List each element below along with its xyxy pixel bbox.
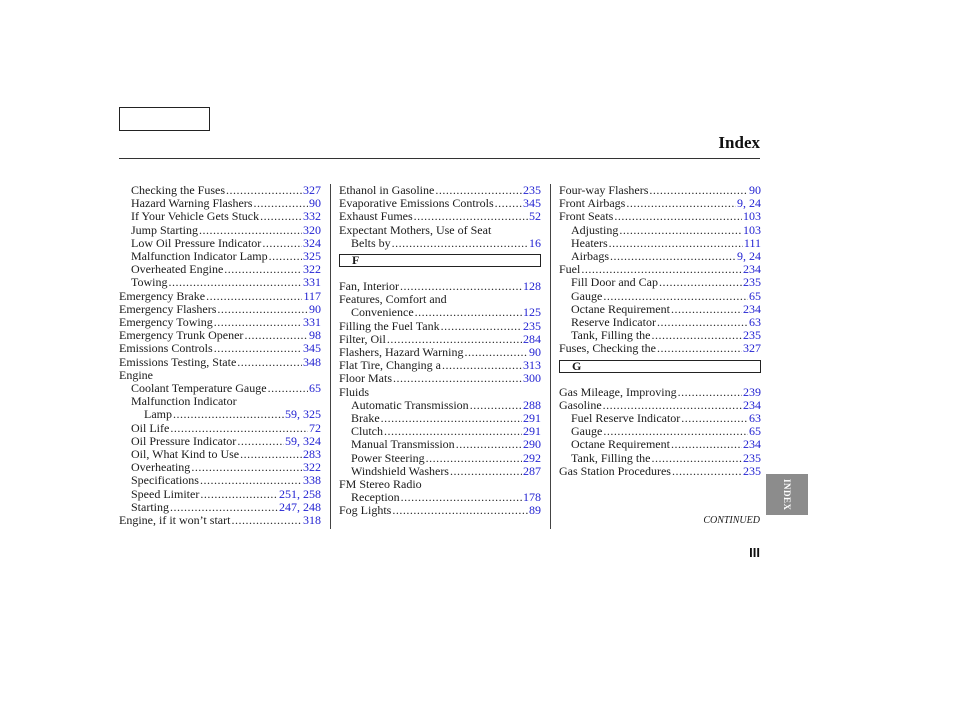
leader-dots — [649, 184, 748, 197]
index-entry — [559, 465, 761, 478]
page-link[interactable]: 234 — [743, 397, 761, 412]
page-link[interactable]: 16 — [529, 235, 541, 250]
leader-dots — [657, 342, 742, 355]
page-link[interactable]: 72 — [309, 420, 321, 435]
entry-term: Reserve Indicator — [571, 315, 656, 330]
entry-term: Gauge — [571, 288, 603, 303]
entry-term: Engine, if it won’t start — [119, 513, 231, 528]
index-entry — [559, 438, 761, 451]
leader-dots — [200, 474, 302, 487]
leader-dots — [464, 346, 528, 359]
page-link[interactable]: 111 — [743, 235, 761, 250]
index-entry — [119, 224, 321, 237]
entry-term: Emergency Trunk Opener — [119, 328, 244, 343]
entry-term: Checking the Fuses — [131, 183, 225, 197]
leader-dots — [392, 237, 528, 250]
entry-term: Tank, Filling the — [571, 450, 651, 465]
entry-term: Octane Requirement — [571, 301, 670, 316]
page-link[interactable]: 63 — [749, 315, 761, 330]
entry-term: Octane Requirement — [571, 437, 670, 452]
index-entry — [339, 237, 541, 250]
entry-term: Gas Mileage, Improving — [559, 384, 677, 399]
page-link[interactable]: 291 — [523, 424, 541, 439]
leader-dots — [614, 210, 742, 223]
entry-term: If Your Vehicle Gets Stuck — [131, 209, 260, 224]
entry-term: Malfunction Indicator Lamp — [131, 249, 268, 264]
entry-term: Emergency Towing — [119, 315, 213, 330]
entry-term: Four-way Flashers — [559, 183, 649, 197]
page-link[interactable]: 235 — [743, 328, 761, 343]
entry-term: Oil Pressure Indicator — [131, 433, 237, 448]
leader-dots — [442, 359, 522, 372]
page-link[interactable]: 63 — [749, 411, 761, 426]
entry-list — [339, 184, 541, 250]
entry-term: Ethanol in Gasoline — [339, 183, 435, 197]
index-entry — [559, 386, 761, 399]
page-link[interactable]: 98 — [309, 328, 321, 343]
entry-term: Oil Life — [131, 420, 170, 435]
page-link[interactable]: 348 — [303, 354, 321, 369]
index-entry — [119, 514, 321, 527]
index-entry — [339, 320, 541, 333]
index-entry — [119, 356, 321, 369]
leader-dots — [253, 197, 308, 210]
index-entry — [119, 210, 321, 223]
page-link[interactable]: 324 — [303, 235, 321, 250]
entry-term: Lamp — [144, 407, 172, 422]
entry-term: Hazard Warning Flashers — [131, 196, 253, 211]
page-link[interactable]: 251, 258 — [279, 486, 321, 501]
entry-term: Fuel Reserve Indicator — [571, 411, 681, 426]
page-link[interactable]: 283 — [303, 447, 321, 462]
leader-dots — [609, 237, 743, 250]
index-entry — [339, 210, 541, 223]
page-link[interactable]: 235 — [523, 183, 541, 197]
entry-term: Expectant Mothers, Use of Seat — [339, 222, 492, 237]
leader-dots — [456, 438, 522, 451]
column-divider — [330, 184, 331, 529]
index-entry — [559, 290, 761, 303]
leader-dots — [199, 224, 302, 237]
entry-term: Gas Station Procedures — [559, 463, 671, 478]
entry-term: Front Seats — [559, 209, 614, 224]
entry-term: Windshield Washers — [351, 463, 449, 478]
leader-dots — [392, 504, 528, 517]
index-entry — [339, 224, 541, 237]
entry-term: Flashers, Hazard Warning — [339, 345, 464, 360]
leader-dots — [652, 329, 743, 342]
index-column-1 — [119, 184, 321, 529]
page-link[interactable]: 65 — [749, 424, 761, 439]
entry-term: Front Airbags — [559, 196, 626, 211]
leader-dots — [671, 438, 742, 451]
entry-term: Fan, Interior — [339, 279, 399, 294]
entry-term: Overheating — [131, 460, 191, 475]
index-column-3 — [559, 184, 761, 529]
page-link[interactable]: 331 — [303, 315, 321, 330]
page-link[interactable]: 332 — [303, 209, 321, 224]
entry-term: Emergency Flashers — [119, 301, 217, 316]
page-link[interactable]: 345 — [523, 196, 541, 211]
leader-dots — [659, 276, 742, 289]
leader-dots — [470, 399, 522, 412]
page-link[interactable]: 284 — [523, 331, 541, 346]
page-link[interactable]: 313 — [523, 358, 541, 373]
page-link[interactable]: 90 — [529, 345, 541, 360]
leader-dots — [269, 250, 302, 263]
leader-dots — [678, 386, 742, 399]
leader-dots — [381, 412, 522, 425]
leader-dots — [450, 465, 522, 478]
entry-term: Overheated Engine — [131, 262, 224, 277]
section-header-g: G — [559, 360, 761, 373]
entry-term: Gauge — [571, 424, 603, 439]
page-link[interactable]: 235 — [743, 450, 761, 465]
entry-term: Manual Transmission — [351, 437, 455, 452]
index-side-tab[interactable] — [766, 474, 808, 515]
entry-term: Malfunction Indicator — [131, 394, 237, 409]
leader-dots — [231, 514, 302, 527]
page-link[interactable]: 234 — [743, 437, 761, 452]
leader-dots — [224, 263, 302, 276]
leader-dots — [244, 329, 308, 342]
entry-term: Emissions Testing, State — [119, 354, 237, 369]
entry-term: Heaters — [571, 235, 608, 250]
entry-term: Floor Mats — [339, 371, 393, 386]
index-entry — [119, 290, 321, 303]
entry-term: Emissions Controls — [119, 341, 213, 356]
entry-list — [339, 280, 541, 518]
page-link[interactable]: 234 — [743, 301, 761, 316]
leader-dots — [191, 461, 302, 474]
entry-term: Automatic Transmission — [351, 397, 469, 412]
index-entry — [119, 488, 321, 501]
entry-term: Coolant Temperature Gauge — [131, 381, 267, 396]
entry-term: Jump Starting — [131, 222, 199, 237]
leader-dots — [169, 276, 303, 289]
leader-dots — [237, 356, 302, 369]
entry-term: Engine — [119, 367, 153, 382]
index-entry — [339, 504, 541, 517]
entry-term: Features, Comfort and — [339, 292, 447, 307]
entry-term: Specifications — [131, 473, 199, 488]
index-entry — [339, 452, 541, 465]
index-entry — [559, 452, 761, 465]
index-entry — [119, 276, 321, 289]
leader-dots — [626, 197, 736, 210]
page-link[interactable]: 235 — [743, 463, 761, 478]
page-link[interactable]: 125 — [523, 305, 541, 320]
leader-dots — [610, 250, 736, 263]
leader-dots — [441, 320, 522, 333]
page-link[interactable]: 234 — [743, 262, 761, 277]
continued-label: CONTINUED — [703, 515, 760, 526]
page-number: III — [749, 545, 760, 560]
entry-term: Oil, What Kind to Use — [131, 447, 240, 462]
page-link[interactable]: 59, 324 — [285, 433, 321, 448]
entry-term: Evaporative Emissions Controls — [339, 196, 494, 211]
entry-term: Emergency Brake — [119, 288, 206, 303]
leader-dots — [170, 422, 308, 435]
entry-list — [119, 184, 321, 527]
entry-term: Fuses, Checking the — [559, 341, 656, 356]
leader-dots — [237, 435, 284, 448]
leader-dots — [268, 382, 308, 395]
column-divider — [550, 184, 551, 529]
page-link[interactable]: 288 — [523, 397, 541, 412]
entry-term: Fluids — [339, 384, 370, 399]
entry-term: Brake — [351, 411, 380, 426]
index-entry — [339, 372, 541, 385]
header-box — [119, 107, 210, 131]
entry-term: Reception — [351, 490, 400, 505]
entry-term: Fog Lights — [339, 503, 392, 518]
leader-dots — [652, 452, 743, 465]
entry-term: Gasoline — [559, 397, 602, 412]
leader-dots — [603, 290, 748, 303]
section-header-f: F — [339, 254, 541, 267]
leader-dots — [393, 372, 522, 385]
page-link[interactable]: 327 — [303, 183, 321, 197]
page-link[interactable]: 128 — [523, 279, 541, 294]
entry-term: Speed Limiter — [131, 486, 200, 501]
entry-term: Fill Door and Cap — [571, 275, 658, 290]
entry-term: Filling the Fuel Tank — [339, 318, 440, 333]
entry-term: Adjusting — [571, 222, 619, 237]
entry-term: Fuel — [559, 262, 581, 277]
page-link[interactable]: 322 — [303, 460, 321, 475]
page-link[interactable]: 318 — [303, 513, 321, 528]
page-link[interactable]: 103 — [743, 209, 761, 224]
page-link[interactable]: 90 — [309, 196, 321, 211]
page-link[interactable]: 9, 24 — [737, 249, 761, 264]
page-link[interactable]: 239 — [743, 384, 761, 399]
entry-term: Clutch — [351, 424, 383, 439]
page-link[interactable]: 247, 248 — [279, 499, 321, 514]
leader-dots — [214, 342, 302, 355]
leader-dots — [217, 303, 308, 316]
page-link[interactable]: 300 — [523, 371, 541, 386]
page-title: Index — [718, 133, 760, 152]
entry-list — [559, 184, 761, 356]
page-link[interactable]: 235 — [523, 318, 541, 333]
index-entry — [339, 386, 541, 399]
page-link[interactable]: 287 — [523, 463, 541, 478]
entry-term: FM Stereo Radio — [339, 477, 422, 492]
leader-dots — [671, 303, 742, 316]
entry-term: Flat Tire, Changing a — [339, 358, 442, 373]
page-link[interactable]: 291 — [523, 411, 541, 426]
side-tab-label: INDEX — [782, 478, 792, 511]
leader-dots — [414, 210, 528, 223]
entry-term: Towing — [131, 275, 168, 290]
entry-term: Low Oil Pressure Indicator — [131, 235, 262, 250]
index-entry — [559, 276, 761, 289]
leader-dots — [173, 408, 284, 421]
page-link[interactable]: 322 — [303, 262, 321, 277]
header-rule — [119, 158, 760, 159]
index-entry — [559, 250, 761, 263]
index-column-2 — [339, 184, 541, 529]
entry-term: Airbags — [571, 249, 609, 264]
index-entry — [339, 438, 541, 451]
leader-dots — [619, 224, 742, 237]
leader-dots — [401, 491, 522, 504]
entry-term: Belts by — [351, 235, 391, 250]
index-entry — [119, 422, 321, 435]
entry-list — [559, 386, 761, 478]
leader-dots — [240, 448, 302, 461]
page-link[interactable]: 178 — [523, 490, 541, 505]
index-entry — [119, 408, 321, 421]
index-entry — [559, 342, 761, 355]
page-link[interactable]: 292 — [523, 450, 541, 465]
leader-dots — [260, 210, 302, 223]
page-link[interactable]: 65 — [309, 381, 321, 396]
page-link[interactable]: 290 — [523, 437, 541, 452]
leader-dots — [495, 197, 522, 210]
page-link[interactable]: 89 — [529, 503, 541, 518]
entry-term: Filter, Oil — [339, 331, 386, 346]
leader-dots — [206, 290, 302, 303]
entry-term: Power Steering — [351, 450, 425, 465]
page-link[interactable]: 345 — [303, 341, 321, 356]
leader-dots — [415, 306, 522, 319]
page-link[interactable]: 325 — [303, 249, 321, 264]
entry-term: Starting — [131, 499, 169, 514]
entry-term: Convenience — [351, 305, 414, 320]
entry-term: Exhaust Fumes — [339, 209, 413, 224]
leader-dots — [657, 316, 748, 329]
page-link[interactable]: 90 — [309, 301, 321, 316]
index-entry — [119, 342, 321, 355]
index-entry — [559, 224, 761, 237]
page-link[interactable]: 103 — [743, 222, 761, 237]
page-link[interactable]: 327 — [743, 341, 761, 356]
page-link[interactable]: 9, 24 — [737, 196, 761, 211]
entry-term: Tank, Filling the — [571, 328, 651, 343]
page-link[interactable]: 235 — [743, 275, 761, 290]
leader-dots — [672, 465, 742, 478]
leader-dots — [426, 452, 522, 465]
page-link[interactable]: 90 — [749, 183, 761, 197]
leader-dots — [200, 488, 278, 501]
page-link[interactable]: 59, 325 — [285, 407, 321, 422]
index-entry — [339, 306, 541, 319]
index-entry — [119, 474, 321, 487]
page-link[interactable]: 65 — [749, 288, 761, 303]
page-link[interactable]: 52 — [529, 209, 541, 224]
index-entry — [559, 210, 761, 223]
leader-dots — [681, 412, 748, 425]
page-link[interactable]: 320 — [303, 222, 321, 237]
page-link[interactable]: 338 — [303, 473, 321, 488]
leader-dots — [262, 237, 302, 250]
page-link[interactable]: 331 — [303, 275, 321, 290]
page-link[interactable]: 117 — [303, 288, 321, 303]
